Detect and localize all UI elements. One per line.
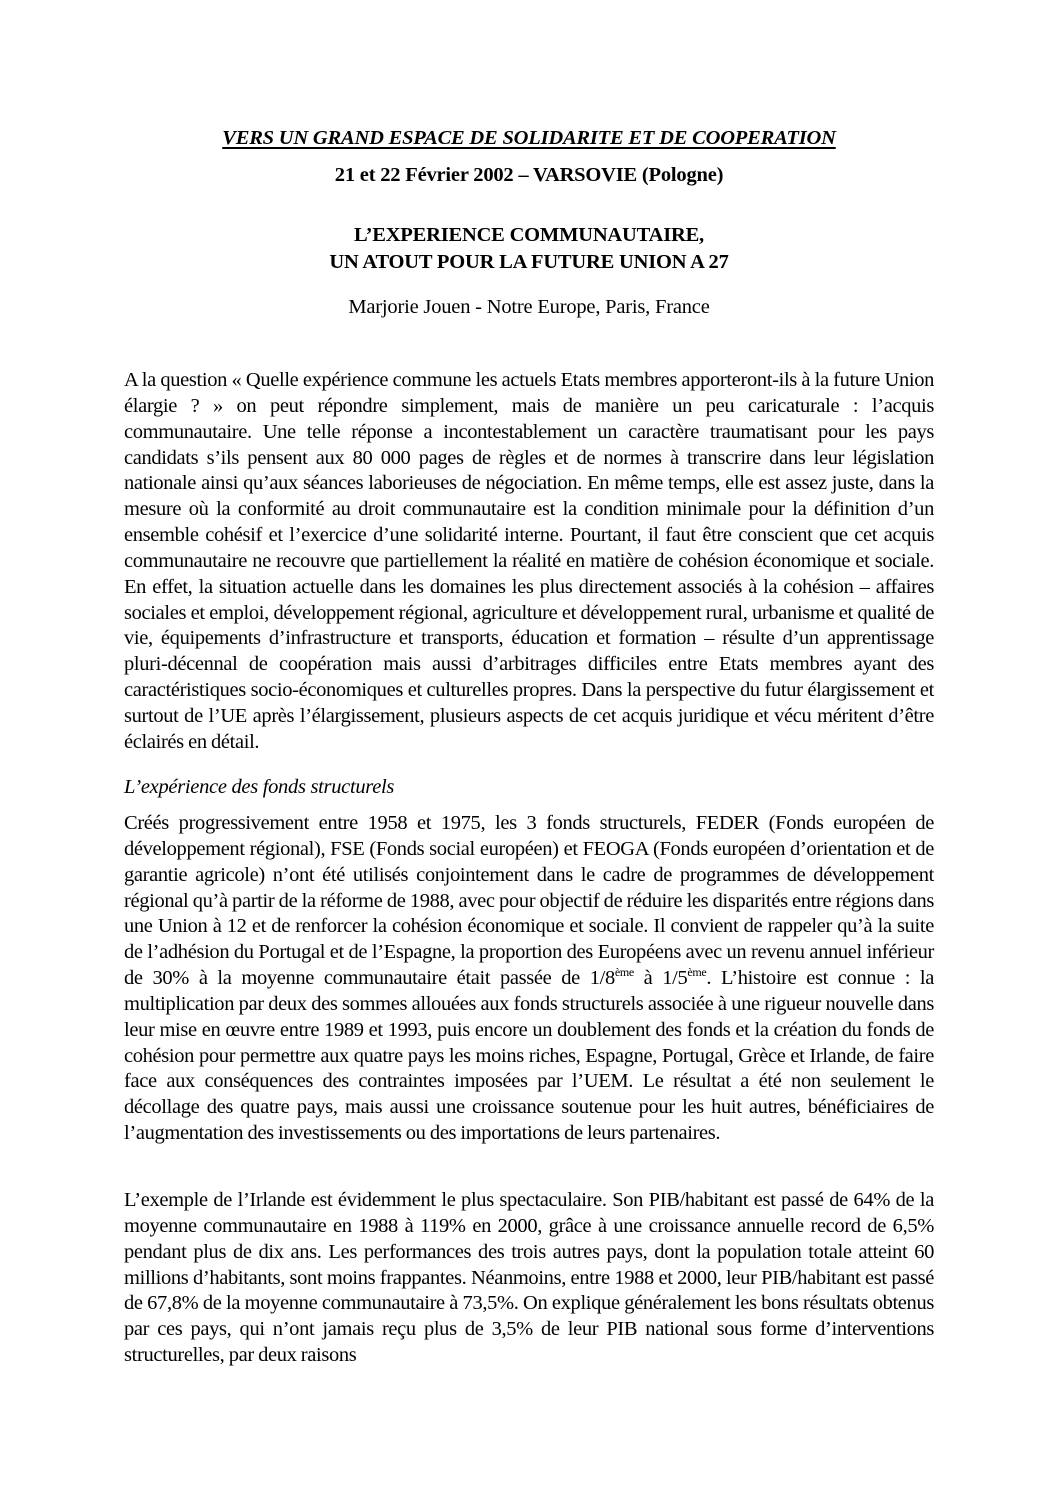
paragraph-ireland — [124, 1188, 934, 1369]
paragraph-text — [124, 811, 934, 1147]
paragraph-text: A la question « Quelle expérience commune les actuels Etats membres apporteront-ils à la future Union élargie ? » on peut répondre simplement, mais de manière un peu caricaturale : l’acquis communautaire. Une telle réponse a incontestablement un caractère traumatisant pour les pays candidats s’ils pensent aux 80 000 pages de règles et de normes à transcrire dans leur législation nationale ainsi qu’aux séances laborieuses de négociation. En même temps, elle est assez juste, dans la mesure où la conformité au droit communautaire est la condition minimale pour la définition d’un ensemble cohésif et l’exercice d’une solidarité interne. Pourtant, il faut être conscient que cet acquis communautaire ne recouvre que partiellement la réalité en matière de cohésion économique et sociale. En effet, la situation actuelle dans les domaines les plus directement associés à la cohésion – affaires sociales et emploi, développement régional, agriculture et développement rural, urbanisme et qualité de vie, équipements d’infrastructure et transports, éducation et formation – résulte d’un apprentissage pluri-décennal de coopération mais aussi d’arbitrages difficiles entre Etats membres ayant des caractéristiques socio-économiques et culturelles propres. Dans la perspective du futur élargissement et surtout de l’UE après l’élargissement, plusieurs aspects de cet acquis juridique et vécu méritent d’être éclairés en détail. — [124, 369, 934, 753]
document-title-line-1: L’EXPERIENCE COMMUNAUTAIRE, — [354, 224, 704, 246]
superscript: ème — [614, 965, 634, 980]
superscript: ème — [687, 965, 707, 980]
paragraph-text-part: Créés progressivement entre 1958 et 1975, les 3 fonds structurels, FEDER (Fonds européen de développement régional), FSE (Fonds social européen) et FEOGA (Fonds européen d’orientation et de garantie agricole) n’ont été utilisés conjointement dans le cadre de programmes de développement régional qu’à partir de la réforme de 1988, avec pour objectif de réduire les disparités entre régions dans une Union à 12 et de renforcer la cohésion économique et sociale. Il convient de rappeler qu’à la suite de l’adhésion du Portugal et de l’Espagne, la proportion des Européens avec un revenu annuel inférieur de 30% à la moyenne communautaire était passée de 1/8 — [124, 812, 934, 990]
paragraph-intro — [124, 368, 934, 756]
paragraph-text: L’exemple de l’Irlande est évidemment le plus spectaculaire. Son PIB/habitant est passé de 64% de la moyenne communautaire en 1988 à 119% en 2000, grâce à une croissance annuelle record de 6,5% pendant plus de dix ans. Les performances des trois autres pays, dont la population totale atteint 60 millions d’habitants, sont moins frappantes. Néanmoins, entre 1988 et 2000, leur PIB/habitant est passé de 67,8% de la moyenne communautaire à 73,5%. On explique généralement les bons résultats obtenus par ces pays, qui n’ont jamais reçu plus de 3,5% de leur PIB national sous forme d’interventions structurelles, par deux raisons — [124, 1189, 934, 1367]
document-title — [0, 222, 1058, 276]
document-title-line-2: UN ATOUT POUR LA FUTURE UNION A 27 — [329, 251, 729, 273]
conference-title: VERS UN GRAND ESPACE DE SOLIDARITE ET DE COOPERATION — [222, 127, 836, 149]
paragraph-text-part: à 1/5 — [633, 967, 688, 990]
paragraph-structural-funds — [124, 811, 934, 1147]
author-line: Marjorie Jouen - Notre Europe, Paris, France — [348, 296, 710, 318]
paragraph-text-part: . L’histoire est connue : la multiplication par deux des sommes allouées aux fonds structurels associée à une rigueur nouvelle dans leur mise en œuvre entre 1989 et 1993, puis encore un doublement des fonds et la création du fonds de cohésion pour permettre aux quatre pays les moins riches, Espagne, Portugal, Grèce et Irlande, de faire face aux conséquences des contraintes imposées par l’UEM. Le résultat a été non seulement le décollage des quatre pays, mais aussi une croissance soutenue pour les huit autres, bénéficiaires de l’augmentation des investissements ou des importations de leurs partenaires. — [124, 967, 934, 1145]
conference-date-place: 21 et 22 Février 2002 – VARSOVIE (Pologne) — [334, 164, 724, 186]
section-heading: L’expérience des fonds structurels — [124, 776, 395, 798]
